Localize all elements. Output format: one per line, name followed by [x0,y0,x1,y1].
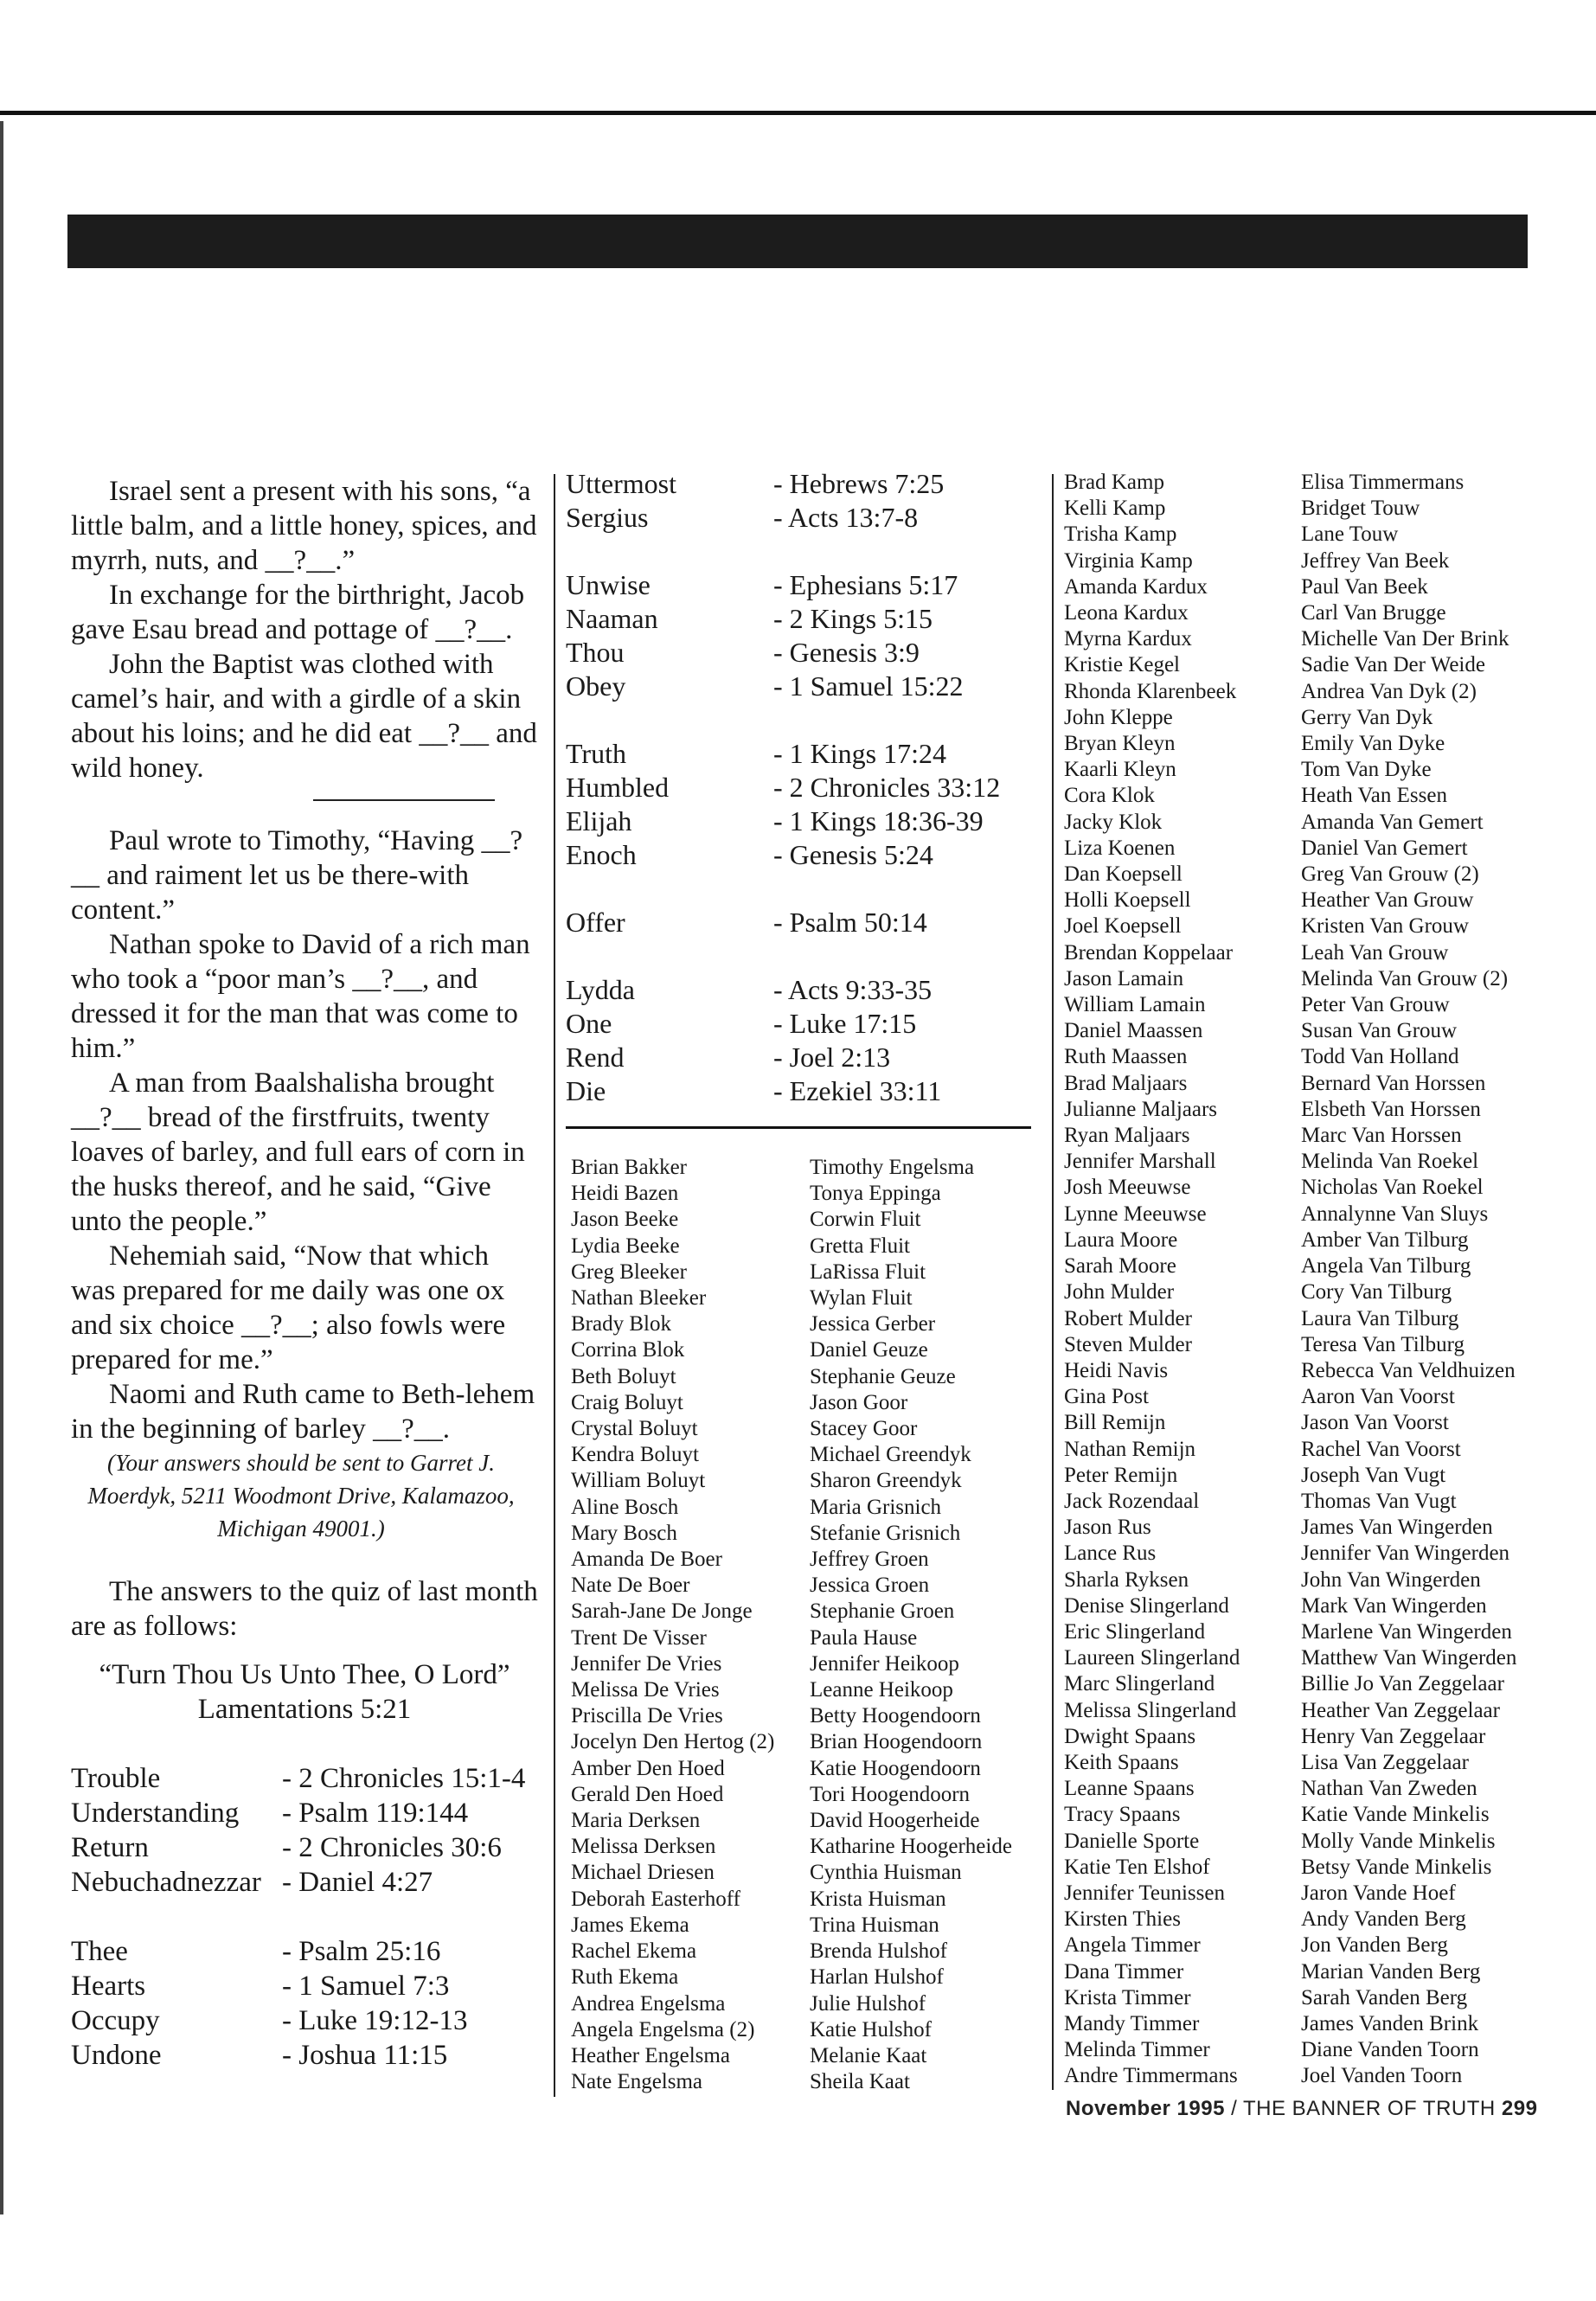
answer-word: Occupy [71,2005,160,2036]
issue-date: November 1995 [1066,2097,1225,2120]
participant-name: Susan Van Grouw [1301,1019,1458,1043]
participant-name: Nicholas Van Roekel [1301,1176,1484,1200]
participant-name: Brenda Hulshof [810,1939,947,1964]
participant-name: Mary Bosch [571,1521,677,1545]
participant-name: Jason Rus [1064,1516,1151,1540]
answer-word: Uttermost [566,468,676,499]
participant-name: Melinda Timmer [1064,2038,1210,2062]
participant-name: LaRissa Fluit [810,1259,926,1284]
participant-name: Andrea Engelsma [571,1991,726,2016]
participant-name: Jennifer Marshall [1064,1150,1216,1174]
participant-name: Gina Post [1064,1385,1149,1409]
participant-name: Aline Bosch [571,1495,679,1519]
participant-name: Lance Rus [1064,1541,1157,1566]
participant-name: Trina Huisman [810,1913,939,1937]
participant-name: Denise Slingerland [1064,1593,1229,1618]
answer-ref: - 1 Samuel 7:3 [282,1971,450,2002]
participant-name: Laura Van Tilburg [1301,1306,1459,1330]
participant-name: Priscilla De Vries [571,1704,723,1728]
participant-name: Billie Jo Van Zeggelaar [1301,1672,1504,1696]
participant-name: John Kleppe [1064,705,1173,729]
participant-name: Maria Derksen [571,1809,701,1833]
participant-name: Amanda Kardux [1064,574,1208,599]
answer-word: Humbled [566,772,670,803]
participant-name: Joel Koepsell [1064,914,1182,939]
participant-name: Mark Van Wingerden [1301,1593,1487,1618]
participant-name: Angela Van Tilburg [1301,1254,1471,1279]
participant-name: Tori Hoogendoorn [810,1782,971,1806]
answer-ref: - 2 Chronicles 33:12 [773,772,1001,803]
participant-name: Melinda Van Grouw (2) [1301,966,1509,990]
participant-name: Angela Engelsma (2) [571,2017,755,2041]
column-rule [554,474,555,2097]
participant-name: Amber Van Tilburg [1301,1227,1469,1252]
participant-name: Krista Huisman [810,1887,946,1911]
participant-name: Bernard Van Horssen [1301,1071,1486,1095]
answer-row [71,1865,538,1900]
answer-row [71,2003,538,2038]
participant-name: Sarah Moore [1064,1254,1176,1279]
answer-row [71,1761,538,1796]
participant-name: Kendra Boluyt [571,1443,699,1467]
participant-name: Sarah-Jane De Jonge [571,1599,753,1624]
participant-name: Greg Bleeker [571,1259,687,1284]
participant-name: Tom Van Dyke [1301,758,1432,782]
participant-name: Sheila Kaat [810,2070,910,2094]
participant-name: Katie Ten Elshof [1064,1855,1210,1879]
participant-name: Ryan Maljaars [1064,1124,1190,1148]
participant-name: Rebecca Van Veldhuizen [1301,1358,1516,1382]
participant-name: Todd Van Holland [1301,1045,1459,1069]
top-rule [0,111,1596,115]
participant-name: Gerald Den Hoed [571,1782,724,1806]
answer-word: Offer [566,907,625,938]
participant-name: Stephanie Groen [810,1599,955,1624]
participant-name: Jennifer Van Wingerden [1301,1541,1510,1566]
participant-name: Bridget Touw [1301,497,1420,521]
participant-name: Jaron Vande Hoef [1301,1881,1456,1905]
participant-name: Tracy Spaans [1064,1803,1181,1827]
participant-name: Corrina Blok [571,1338,685,1362]
participant-name: Melissa Slingerland [1064,1698,1237,1722]
answer-ref: - 1 Samuel 15:22 [773,670,964,702]
answers-title: “Turn Thou Us Unto Thee, O Lord” [99,1659,510,1690]
quiz-question: A man from Baalshalisha brought __?__ bread of the firstfruits, twenty loaves of barley, and full ears of corn in the husks thereof, and he said, “Give unto the people.” [71,1067,525,1237]
answer-ref: - Genesis 3:9 [773,637,920,668]
participant-name: Deborah Easterhoff [571,1887,740,1911]
answer-row [71,1969,538,2003]
answer-ref: - Acts 13:7-8 [773,502,919,533]
participant-name: Cora Klok [1064,784,1155,808]
participant-name: James Van Wingerden [1301,1516,1493,1540]
answer-row [71,2038,538,2073]
participant-name: Dan Koepsell [1064,862,1183,887]
quiz-question: Nathan spoke to David of a rich man who took a “poor man’s __?__, and dressed it for the man that was come to him.” [71,929,530,1064]
participant-name: Julianne Maljaars [1064,1097,1218,1121]
answer-ref: - 2 Chronicles 15:1-4 [282,1763,526,1794]
answer-ref: - Joel 2:13 [773,1042,891,1073]
participant-name: Brad Maljaars [1064,1071,1188,1095]
answers-intro: The answers to the quiz of last month are as follows: [71,1576,538,1642]
participant-name: Myrna Kardux [1064,627,1192,651]
answer-word: Hearts [71,1971,146,2002]
answer-row [566,670,1033,703]
participant-name: Heather Van Grouw [1301,888,1474,913]
participant-name: Ruth Ekema [571,1965,679,1990]
participant-name: Emily Van Dyke [1301,732,1445,756]
participant-name: Michael Greendyk [810,1443,971,1467]
participant-name: Brian Bakker [571,1156,687,1179]
answer-word: Rend [566,1042,625,1073]
section-rule [566,1126,1031,1129]
participant-name: Annalynne Van Sluys [1301,1202,1489,1226]
participant-name: Kelli Kamp [1064,497,1166,521]
participant-name: Mandy Timmer [1064,2011,1200,2035]
participant-name: William Lamain [1064,993,1206,1017]
answer-word: Nebuchadnezzar [71,1867,261,1898]
participant-name: Marian Vanden Berg [1301,1959,1481,1984]
participant-name: Julie Hulshof [810,1991,926,2016]
participant-name: Trent De Visser [571,1625,707,1650]
answer-word: Naaman [566,603,658,634]
participant-name: James Ekema [571,1913,689,1937]
quiz-question: Israel sent a present with his sons, “a little balm, and a little honey, spices, and myrrh, nuts, and __?__.” [71,476,537,576]
publication-name: / THE BANNER OF TRUTH [1224,2097,1502,2120]
participant-name: Dana Timmer [1064,1959,1184,1984]
answer-list [71,1761,538,2073]
participant-name: Gretta Fluit [810,1234,910,1258]
participant-name: Steven Mulder [1064,1332,1192,1356]
participant-name: Corwin Fluit [810,1208,921,1232]
participant-name: Brad Kamp [1064,471,1164,494]
participant-name: Michael Driesen [571,1861,715,1885]
participant-name: Robert Mulder [1064,1306,1192,1330]
participant-name: Greg Van Grouw (2) [1301,862,1479,887]
participant-name: Kaarli Kleyn [1064,758,1176,782]
participant-name: Dwight Spaans [1064,1724,1196,1748]
participant-name: Beth Boluyt [571,1364,676,1388]
participant-name: Trisha Kamp [1064,522,1177,547]
answer-ref: - Psalm 119:144 [282,1798,469,1829]
participant-name: Joseph Van Vugt [1301,1463,1446,1487]
quiz-column [71,474,538,2073]
participant-name: Jennifer De Vries [571,1651,722,1676]
answer-ref: - Ezekiel 33:11 [773,1075,942,1106]
participant-name: Betty Hoogendoorn [810,1704,981,1728]
participant-name: Ruth Maassen [1064,1045,1188,1069]
participant-name: Lane Touw [1301,522,1399,547]
participant-name: William Boluyt [571,1469,706,1493]
participant-name: Sharla Ryksen [1064,1567,1189,1592]
participant-name: Diane Vanden Toorn [1301,2038,1479,2062]
answer-row [566,1007,1033,1041]
column-rule [1052,474,1054,2090]
participant-name: Heather Engelsma [571,2043,730,2067]
answer-word: Understanding [71,1798,240,1829]
answer-word: Enoch [566,839,637,870]
participant-name: Eric Slingerland [1064,1619,1206,1644]
answer-word: Elijah [566,805,632,836]
answer-row [566,906,1033,939]
participant-name: Brady Blok [571,1312,671,1336]
page-footer [1066,2097,1537,2121]
participant-name: Daniel Maassen [1064,1019,1203,1043]
answer-list-continued [566,467,1033,1108]
participant-name: Jason Goor [810,1390,908,1414]
participants-list-b [810,1155,1012,2095]
participant-name: Jessica Gerber [810,1312,936,1336]
participant-name: Marc Van Horssen [1301,1124,1462,1148]
participant-name: Katharine Hoogerheide [810,1835,1012,1859]
participant-name: Henry Van Zeggelaar [1301,1724,1486,1748]
participant-name: Heather Van Zeggelaar [1301,1698,1500,1722]
participant-name: Andy Vanden Berg [1301,1907,1466,1932]
answer-row [566,1041,1033,1074]
answer-address: (Your answers should be sent to Garret J. Moerdyk, 5211 Woodmont Drive, Kalamazoo, Michigan 49001.) [87,1450,515,1541]
participant-name: Nathan Bleeker [571,1286,707,1311]
participant-name: Craig Boluyt [571,1390,683,1414]
participant-name: Harlan Hulshof [810,1965,944,1990]
participant-name: Teresa Van Tilburg [1301,1332,1465,1356]
participant-name: Katie Hulshof [810,2017,932,2041]
participant-name: Paula Hause [810,1625,918,1650]
participant-name: Molly Vande Minkelis [1301,1829,1496,1853]
participant-name: Paul Van Beek [1301,574,1428,599]
answer-row [566,636,1033,670]
participant-name: Peter Van Grouw [1301,993,1450,1017]
answer-ref: - Ephesians 5:17 [773,569,958,600]
participant-name: Leah Van Grouw [1301,940,1449,965]
participants-list-d [1301,470,1516,2090]
answer-word: Lydda [566,974,635,1005]
answer-word: Unwise [566,569,651,600]
participant-name: Daniel Geuze [810,1338,928,1362]
answer-word: One [566,1008,612,1039]
participant-name: Virginia Kamp [1064,548,1193,573]
participant-name: Betsy Vande Minkelis [1301,1855,1492,1879]
answer-word: Sergius [566,502,649,533]
answer-word: Thee [71,1936,128,1967]
participant-name: Daniel Van Gemert [1301,836,1468,860]
answer-ref: - Psalm 25:16 [282,1936,441,1967]
participant-name: Jeffrey Van Beek [1301,548,1450,573]
participant-name: Bill Remijn [1064,1411,1166,1435]
participant-name: Katie Vande Minkelis [1301,1803,1490,1827]
participant-name: Katie Hoogendoorn [810,1756,981,1780]
participants-list-a [571,1155,774,2095]
answer-word: Obey [566,670,626,702]
participant-name: Heath Van Essen [1301,784,1447,808]
quiz-question: Naomi and Ruth came to Beth-lehem in the beginning of barley __?__. [71,1379,535,1445]
participant-name: Melissa De Vries [571,1678,720,1702]
participant-name: Melissa Derksen [571,1835,716,1859]
participant-name: Jessica Groen [810,1574,930,1598]
answer-row [566,737,1033,771]
participant-name: Joel Vanden Toorn [1301,2064,1463,2088]
answer-ref: - 2 Chronicles 30:6 [282,1832,502,1863]
participant-name: Krista Timmer [1064,1985,1191,2009]
participant-name: Melinda Van Roekel [1301,1150,1479,1174]
participant-name: Stephanie Geuze [810,1364,956,1388]
answer-row [71,1796,538,1830]
participant-name: John Mulder [1064,1280,1175,1304]
participant-name: Jennifer Heikoop [810,1651,959,1676]
participant-name: Nate De Boer [571,1574,690,1598]
participant-name: Maria Grisnich [810,1495,942,1519]
answer-row [566,1074,1033,1108]
participant-name: Jocelyn Den Hertog (2) [571,1730,775,1754]
answer-ref: - Joshua 11:15 [282,2040,448,2071]
answer-ref: - Hebrews 7:25 [773,468,945,499]
answer-ref: - Daniel 4:27 [282,1867,433,1898]
participant-name: Jacky Klok [1064,810,1163,834]
participant-name: Timothy Engelsma [810,1156,975,1179]
participant-name: John Van Wingerden [1301,1567,1481,1592]
answer-row [566,568,1033,602]
participant-name: Jason Beeke [571,1208,679,1232]
participant-name: Carl Van Brugge [1301,601,1446,625]
page-number: 299 [1501,2097,1538,2120]
answer-word: Trouble [71,1763,161,1794]
participant-name: Jack Rozendaal [1064,1489,1200,1513]
participant-name: Amanda Van Gemert [1301,810,1484,834]
participant-name: Heidi Navis [1064,1358,1169,1382]
answer-row [566,838,1033,872]
participant-name: Leanne Heikoop [810,1678,953,1702]
answer-ref: - Luke 19:12-13 [282,2005,468,2036]
participant-name: Kristie Kegel [1064,653,1180,677]
answer-row [566,501,1033,535]
participant-name: Jason Lamain [1064,966,1184,990]
participant-name: Andre Timmermans [1064,2064,1238,2088]
participant-name: Lydia Beeke [571,1234,680,1258]
answer-row [566,467,1033,501]
participant-name: Brendan Koppelaar [1064,940,1234,965]
participant-name: Laura Moore [1064,1227,1178,1252]
participant-name: Matthew Van Wingerden [1301,1646,1517,1670]
answer-row [71,1934,538,1969]
participant-name: Nate Engelsma [571,2070,703,2094]
participant-name: Jon Vanden Berg [1301,1933,1448,1958]
participant-name: Keith Spaans [1064,1750,1179,1774]
participant-name: Josh Meeuwse [1064,1176,1191,1200]
participant-name: Laureen Slingerland [1064,1646,1240,1670]
answer-ref: - 1 Kings 18:36-39 [773,805,984,836]
participant-name: Wylan Fluit [810,1286,913,1311]
answer-ref: - 2 Kings 5:15 [773,603,933,634]
quiz-question: Paul wrote to Timothy, “Having __?__ and raiment let us be there-with content.” [71,825,523,926]
participant-name: Amanda De Boer [571,1548,722,1572]
participant-name: Kristen Van Grouw [1301,914,1469,939]
answer-row [566,771,1033,804]
participant-name: Danielle Sporte [1064,1829,1200,1853]
participant-name: Thomas Van Vugt [1301,1489,1457,1513]
participant-name: Jeffrey Groen [810,1548,929,1572]
answers-reference: Lamentations 5:21 [197,1694,412,1725]
participant-name: Peter Remijn [1064,1463,1178,1487]
answer-word: Thou [566,637,625,668]
participant-name: Sadie Van Der Weide [1301,653,1485,677]
participant-name: Liza Koenen [1064,836,1176,860]
header-banner [67,215,1528,268]
page-edge [0,121,3,2214]
answer-row [566,804,1033,838]
participant-name: Bryan Kleyn [1064,732,1176,756]
participant-name: Kirsten Thies [1064,1907,1181,1932]
participant-name: Elisa Timmermans [1301,471,1465,494]
participants-list-c [1064,470,1240,2090]
participant-name: Rachel Ekema [571,1939,697,1964]
answer-word: Undone [71,2040,162,2071]
participant-name: Sarah Vanden Berg [1301,1985,1468,2009]
participant-name: Melanie Kaat [810,2043,927,2067]
participant-name: David Hoogerheide [810,1809,980,1833]
answer-row [566,602,1033,636]
quiz-question: In exchange for the birthright, Jacob gave Esau bread and pottage of __?__. [71,580,525,645]
participant-name: Lynne Meeuwse [1064,1202,1207,1226]
answer-word: Die [566,1075,606,1106]
participant-name: Angela Timmer [1064,1933,1201,1958]
participant-name: Rhonda Klarenbeek [1064,679,1237,703]
participant-name: Aaron Van Voorst [1301,1385,1455,1409]
participant-name: Michelle Van Der Brink [1301,627,1509,651]
participant-name: Gerry Van Dyk [1301,705,1433,729]
quiz-question: John the Baptist was clothed with camel’s hair, and with a girdle of a skin about his loins; and he did eat __?__ and wild honey. [71,649,537,784]
participant-name: Lisa Van Zeggelaar [1301,1750,1469,1774]
participant-name: Holli Koepsell [1064,888,1191,913]
participant-name: Rachel Van Voorst [1301,1437,1461,1461]
answer-row [71,1830,538,1865]
participant-name: Tonya Eppinga [810,1182,941,1206]
participant-name: Marc Slingerland [1064,1672,1215,1696]
participant-name: Nathan Van Zweden [1301,1777,1477,1801]
answer-ref: - 1 Kings 17:24 [773,738,946,769]
participant-name: Elsbeth Van Horssen [1301,1097,1481,1121]
participant-name: Crystal Boluyt [571,1417,698,1441]
answer-row [566,973,1033,1007]
participant-name: Sharon Greendyk [810,1469,962,1493]
participant-name: Andrea Van Dyk (2) [1301,679,1477,703]
divider [313,799,495,801]
participant-name: Jennifer Teunissen [1064,1881,1225,1905]
participant-name: James Vanden Brink [1301,2011,1479,2035]
participant-name: Leona Kardux [1064,601,1189,625]
quiz-question: Nehemiah said, “Now that which was prepared for me daily was one ox and six choice __?__; also fowls were prepared for me.” [71,1240,506,1375]
participant-name: Brian Hoogendoorn [810,1730,983,1754]
answer-ref: - Psalm 50:14 [773,907,927,938]
answer-ref: - Acts 9:33-35 [773,974,933,1005]
answer-word: Truth [566,738,626,769]
participant-name: Stefanie Grisnich [810,1521,961,1545]
participant-name: Amber Den Hoed [571,1756,725,1780]
answer-word: Return [71,1832,149,1863]
answer-ref: - Genesis 5:24 [773,839,933,870]
participant-name: Marlene Van Wingerden [1301,1619,1512,1644]
participant-name: Jason Van Voorst [1301,1411,1449,1435]
participant-name: Cynthia Huisman [810,1861,962,1885]
participant-name: Cory Van Tilburg [1301,1280,1452,1304]
participant-name: Heidi Bazen [571,1182,679,1206]
answer-ref: - Luke 17:15 [773,1008,917,1039]
participant-name: Nathan Remijn [1064,1437,1196,1461]
participant-name: Stacey Goor [810,1417,918,1441]
participant-name: Leanne Spaans [1064,1777,1195,1801]
